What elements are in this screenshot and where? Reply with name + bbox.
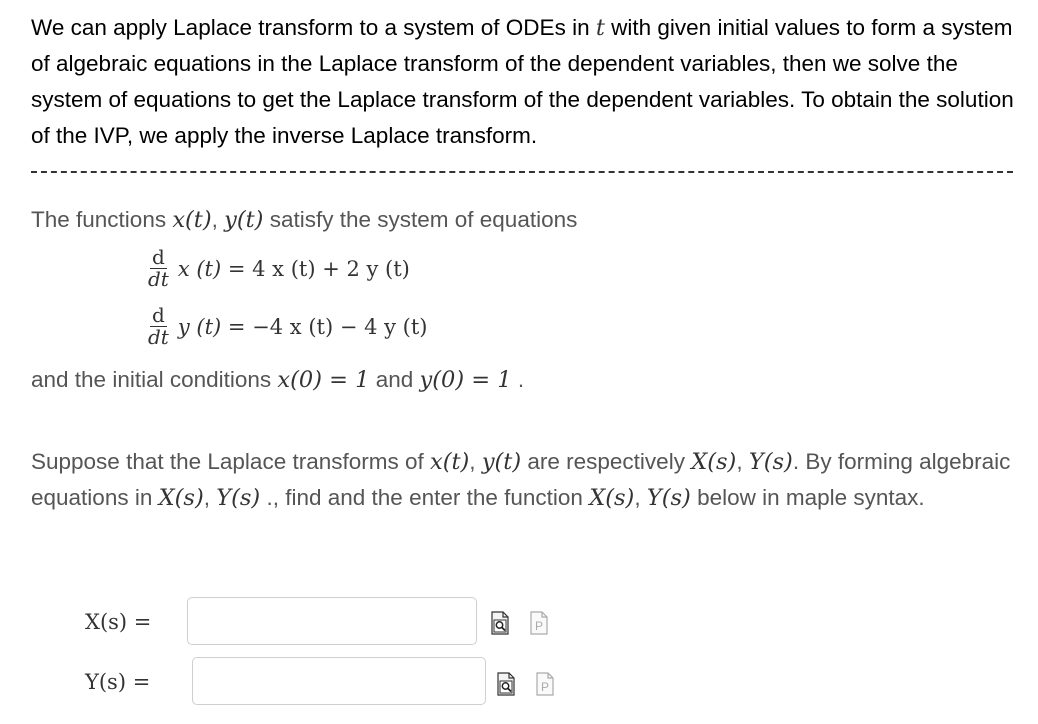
divider — [31, 171, 1013, 173]
problem-statement: The functions x(t), y(t) satisfy the system of equations — [31, 207, 578, 233]
y-answer-input[interactable] — [192, 657, 486, 705]
derivative-operator: $\frac{d}{dt}$ — [148, 245, 169, 291]
equation-1: $\frac{d}{dt}$ x (t) = 4 x (t) + 2 y (t) — [148, 245, 410, 291]
preview-icon[interactable] — [497, 672, 515, 696]
paste-icon-glyph: P — [540, 680, 550, 694]
question-paragraph: Suppose that the Laplace transforms of x(t), y(t) are respectively X(s), Y(s). By forming algebraic equations in X(s), Y(s) ., find and the enter the function X(s), Y(s) below in maple syntax. — [31, 449, 1011, 511]
paste-icon[interactable] — [530, 611, 548, 635]
preview-icon[interactable] — [491, 611, 509, 635]
initial-conditions: and the initial conditions x(0) = 1 and y(0) = 1 . — [31, 367, 525, 393]
equation-2: $\frac{d}{dt}$ y (t) = −4 x (t) − 4 y (t) — [148, 303, 428, 349]
x-answer-input[interactable] — [187, 597, 477, 645]
paste-icon[interactable] — [536, 672, 554, 696]
y-answer-label: Y(s) = — [85, 670, 151, 694]
paste-icon-glyph: P — [534, 619, 544, 633]
intro-paragraph: We can apply Laplace transform to a system of ODEs in t with given initial values to form a system of algebraic equations in the Laplace transform of the dependent variables, then we solve the system of equations to get the Laplace transform of the dependent variables. To obtain the solution of the IVP, we apply the inverse Laplace transform. — [31, 15, 1014, 148]
var-t: t — [595, 15, 605, 41]
x-answer-label: X(s) = — [85, 610, 152, 634]
derivative-operator: $\frac{d}{dt}$ — [148, 303, 169, 349]
